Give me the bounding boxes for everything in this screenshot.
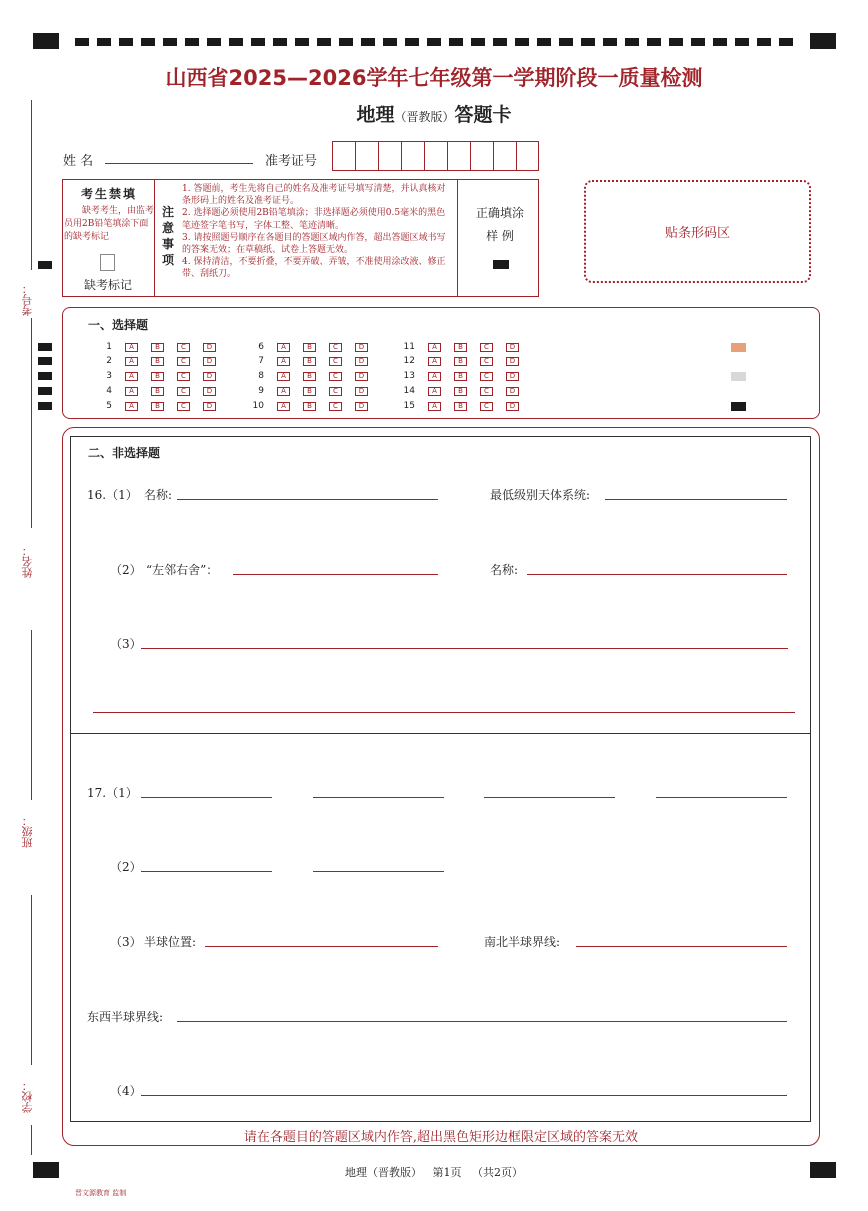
choice-bubble-q4-a[interactable]: A xyxy=(125,387,138,396)
absent-mark-box[interactable] xyxy=(100,254,115,271)
choice-question-number: 9 xyxy=(258,386,264,396)
choice-bubble-q8-c[interactable]: C xyxy=(329,372,342,381)
corner-marker-top-right xyxy=(810,33,836,49)
row-marker-1 xyxy=(38,343,52,351)
q16-2-name-label: 名称: xyxy=(490,563,519,577)
section2-inner-frame xyxy=(70,436,811,1122)
notice-rules xyxy=(182,183,454,281)
q16-2-name-field[interactable] xyxy=(527,574,787,575)
page-subtitle xyxy=(0,100,868,127)
footer-page-total: （共2页） xyxy=(472,1166,523,1179)
choice-bubble-q1-b[interactable]: B xyxy=(151,343,164,352)
swatch-gray xyxy=(731,372,746,381)
q16-1-name-label: 名称: xyxy=(144,488,173,502)
choice-bubble-q6-b[interactable]: B xyxy=(303,343,316,352)
side-label-school: 学校： xyxy=(21,1080,34,1113)
choice-bubble-q6-d[interactable]: D xyxy=(355,343,368,352)
choice-question-number: 12 xyxy=(403,356,415,366)
q17-3-ns-boundary-field[interactable] xyxy=(576,946,787,947)
choice-bubble-q14-d[interactable]: D xyxy=(506,387,519,396)
choice-bubble-q10-c[interactable]: C xyxy=(329,402,342,411)
page-footer xyxy=(0,1164,868,1180)
choice-bubble-q4-b[interactable]: B xyxy=(151,387,164,396)
choice-bubble-q2-c[interactable]: C xyxy=(177,357,190,366)
attention-char-1: 注 xyxy=(161,205,174,219)
side-marker xyxy=(38,261,52,269)
q17-2-number: （2） xyxy=(110,860,142,874)
choice-bubble-q11-a[interactable]: A xyxy=(428,343,441,352)
choice-bubble-q14-c[interactable]: C xyxy=(480,387,493,396)
q17-3-ew-boundary-field[interactable] xyxy=(177,1021,787,1022)
footer-subject: 地理（晋教版） xyxy=(345,1166,422,1179)
choice-bubble-q13-d[interactable]: D xyxy=(506,372,519,381)
choice-bubble-q15-c[interactable]: C xyxy=(480,402,493,411)
absent-description: 缺考考生，由监考员用2B铅笔填涂下面的缺考标记 xyxy=(64,206,155,242)
q17-3-position-label: 半球位置: xyxy=(144,935,197,949)
q17-3-ew-boundary-label: 东西半球界线: xyxy=(87,1010,164,1024)
choice-bubble-q1-a[interactable]: A xyxy=(125,343,138,352)
section1-title: 一、选择题 xyxy=(88,318,149,332)
choice-question-number: 2 xyxy=(106,356,112,366)
binding-line-4 xyxy=(31,895,32,1065)
choice-question-number: 10 xyxy=(252,401,264,411)
q17-2-field-1[interactable] xyxy=(141,871,272,872)
corner-marker-top-left xyxy=(33,33,59,49)
choice-bubble-q5-d[interactable]: D xyxy=(203,402,216,411)
choice-bubble-q5-c[interactable]: C xyxy=(177,402,190,411)
choice-bubble-q11-b[interactable]: B xyxy=(454,343,467,352)
exam-id-label: 准考证号 xyxy=(265,154,318,169)
q16-3-number: （3） xyxy=(110,637,142,651)
attention-char-3: 事 xyxy=(161,237,174,251)
exam-id-cells[interactable] xyxy=(332,141,539,171)
choice-bubble-q10-b[interactable]: B xyxy=(303,402,316,411)
rule-1: 1. 答题前，考生先将自己的姓名及准考证号填写清楚，并认真核对条形码上的姓名及准考证号。 xyxy=(182,184,446,207)
side-label-exam-no: 考号： xyxy=(21,283,34,316)
q16-1-system-label: 最低级别天体系统: xyxy=(490,488,591,502)
choice-question-number: 4 xyxy=(106,386,112,396)
choice-bubble-q13-b[interactable]: B xyxy=(454,372,467,381)
q17-1-field-4[interactable] xyxy=(656,797,787,798)
choice-bubble-q12-d[interactable]: D xyxy=(506,357,519,366)
choice-question-number: 5 xyxy=(106,401,112,411)
choice-question-number: 13 xyxy=(403,371,415,381)
name-label: 姓 名 xyxy=(63,154,94,169)
choice-bubble-q6-c[interactable]: C xyxy=(329,343,342,352)
barcode-label: 贴条形码区 xyxy=(664,226,730,241)
row-marker-4 xyxy=(38,387,52,395)
choice-bubble-q5-b[interactable]: B xyxy=(151,402,164,411)
choice-bubble-q14-b[interactable]: B xyxy=(454,387,467,396)
choice-bubble-q7-c[interactable]: C xyxy=(329,357,342,366)
q17-1-field-3[interactable] xyxy=(484,797,615,798)
choice-bubble-q7-d[interactable]: D xyxy=(355,357,368,366)
side-label-name: 姓名： xyxy=(21,545,34,578)
choice-bubble-q1-c[interactable]: C xyxy=(177,343,190,352)
choice-bubble-q8-a[interactable]: A xyxy=(277,372,290,381)
choice-bubble-q3-b[interactable]: B xyxy=(151,372,164,381)
choice-bubble-q12-a[interactable]: A xyxy=(428,357,441,366)
choice-bubble-q12-b[interactable]: B xyxy=(454,357,467,366)
choice-bubble-q15-d[interactable]: D xyxy=(506,402,519,411)
q17-2-field-2[interactable] xyxy=(313,871,444,872)
choice-bubble-q9-c[interactable]: C xyxy=(329,387,342,396)
footer-page-number: 第1页 xyxy=(432,1166,462,1179)
q17-3-position-field[interactable] xyxy=(205,946,438,947)
notice-divider-2 xyxy=(457,179,458,297)
choice-question-number: 15 xyxy=(403,401,415,411)
sample-subtitle: 样 例 xyxy=(486,229,514,243)
choice-bubble-q7-a[interactable]: A xyxy=(277,357,290,366)
choice-question-number: 1 xyxy=(106,342,112,352)
q16-3-field-line-2[interactable] xyxy=(93,712,795,713)
attention-char-2: 意 xyxy=(161,221,174,235)
row-marker-5 xyxy=(38,402,52,410)
q16-3-field-line-1[interactable] xyxy=(141,648,788,649)
sample-title: 正确填涂 xyxy=(475,206,524,220)
q17-1-field-1[interactable] xyxy=(141,797,272,798)
choice-bubble-q14-a[interactable]: A xyxy=(428,387,441,396)
choice-bubble-q9-d[interactable]: D xyxy=(355,387,368,396)
choice-bubble-q10-d[interactable]: D xyxy=(355,402,368,411)
choice-bubble-q13-a[interactable]: A xyxy=(428,372,441,381)
rule-4: 4. 保持清洁，不要折叠，不要弄破、弄皱，不准使用涂改液、修正带、刮纸刀。 xyxy=(182,257,446,280)
choice-bubble-q4-c[interactable]: C xyxy=(177,387,190,396)
rule-3: 3. 请按照题号顺序在各题目的答题区域内作答，超出答题区域书写的答案无效；在草稿纸、试卷上答题无效。 xyxy=(182,232,446,256)
choice-bubble-q15-b[interactable]: B xyxy=(454,402,467,411)
binding-line-3 xyxy=(31,630,32,800)
choice-bubble-q3-c[interactable]: C xyxy=(177,372,190,381)
subtitle-subject: 地理 xyxy=(356,104,395,126)
binding-line-2 xyxy=(31,318,32,528)
choice-bubble-q9-b[interactable]: B xyxy=(303,387,316,396)
choice-bubble-q7-b[interactable]: B xyxy=(303,357,316,366)
swatch-black xyxy=(731,402,746,411)
choice-bubble-q12-c[interactable]: C xyxy=(480,357,493,366)
choice-bubble-q5-a[interactable]: A xyxy=(125,402,138,411)
choice-bubble-q1-d[interactable]: D xyxy=(203,343,216,352)
choice-question-number: 6 xyxy=(258,342,264,352)
rule-2: 2. 选择题必须使用2B铅笔填涂；非选择题必须使用0.5毫米的黑色笔迹签字笔书写，字体工整、笔迹清晰。 xyxy=(182,208,446,231)
choice-bubble-q3-a[interactable]: A xyxy=(125,372,138,381)
q17-1-field-2[interactable] xyxy=(313,797,444,798)
q17-3-number: （3） xyxy=(110,935,142,949)
sample-fill-mark xyxy=(493,260,509,269)
section2-title: 二、非选择题 xyxy=(88,446,161,460)
absent-mark-label: 缺考标记 xyxy=(83,278,132,292)
q17-3-ns-boundary-label: 南北半球界线: xyxy=(484,935,561,949)
choice-bubble-q4-d[interactable]: D xyxy=(203,387,216,396)
q17-1-number: 17.（1） xyxy=(87,786,138,800)
attention-label xyxy=(158,204,178,268)
choice-question-number: 7 xyxy=(258,356,264,366)
choice-question-number: 14 xyxy=(403,386,415,396)
footer-warning: 请在各题目的答题区域内作答,超出黑色矩形边框限定区域的答案无效 xyxy=(243,1130,639,1145)
choice-bubble-q10-a[interactable]: A xyxy=(277,402,290,411)
choice-question-number: 8 xyxy=(258,371,264,381)
choice-bubble-q15-a[interactable]: A xyxy=(428,402,441,411)
choice-bubble-q11-d[interactable]: D xyxy=(506,343,519,352)
subtitle-card: 答题卡 xyxy=(454,104,512,126)
footer-credit: 晋文源教育 监制 xyxy=(75,1189,127,1197)
q16-2-number: （2） xyxy=(110,563,142,577)
row-marker-3 xyxy=(38,372,52,380)
choice-question-number: 3 xyxy=(106,371,112,381)
choice-bubble-q3-d[interactable]: D xyxy=(203,372,216,381)
name-field[interactable] xyxy=(105,163,253,164)
q17-4-field[interactable] xyxy=(141,1095,787,1096)
binding-line-5 xyxy=(31,1125,32,1155)
notice-divider-1 xyxy=(154,179,155,297)
binding-line-1 xyxy=(31,100,32,270)
choice-bubble-q8-d[interactable]: D xyxy=(355,372,368,381)
choice-bubble-q6-a[interactable]: A xyxy=(277,343,290,352)
choice-bubble-q2-a[interactable]: A xyxy=(125,357,138,366)
q16-2-neighbors-field[interactable] xyxy=(233,574,438,575)
absent-title: 考生禁填 xyxy=(80,187,137,201)
q16-1-number: 16.（1） xyxy=(87,488,138,502)
choice-bubble-q11-c[interactable]: C xyxy=(480,343,493,352)
choice-bubble-q2-b[interactable]: B xyxy=(151,357,164,366)
q16-2-neighbors-label: “左邻右舍”： xyxy=(146,563,219,577)
q16-1-system-field[interactable] xyxy=(605,499,787,500)
section1-frame xyxy=(62,307,820,419)
choice-bubble-q2-d[interactable]: D xyxy=(203,357,216,366)
q17-4-number: （4） xyxy=(110,1084,142,1098)
choice-question-number: 11 xyxy=(403,342,415,352)
row-marker-2 xyxy=(38,357,52,365)
timing-strip-top xyxy=(75,38,795,46)
choice-bubble-q13-c[interactable]: C xyxy=(480,372,493,381)
attention-char-4: 项 xyxy=(161,253,174,267)
page-title: 山西省2025—2026学年七年级第一学期阶段一质量检测 xyxy=(165,66,703,90)
q16-1-name-field[interactable] xyxy=(177,499,438,500)
side-label-class: 班级： xyxy=(21,815,34,848)
choice-bubble-q8-b[interactable]: B xyxy=(303,372,316,381)
q16-q17-divider xyxy=(70,733,811,734)
subtitle-edition: （晋教版） xyxy=(394,110,455,124)
swatch-orange xyxy=(731,343,746,352)
choice-bubble-q9-a[interactable]: A xyxy=(277,387,290,396)
